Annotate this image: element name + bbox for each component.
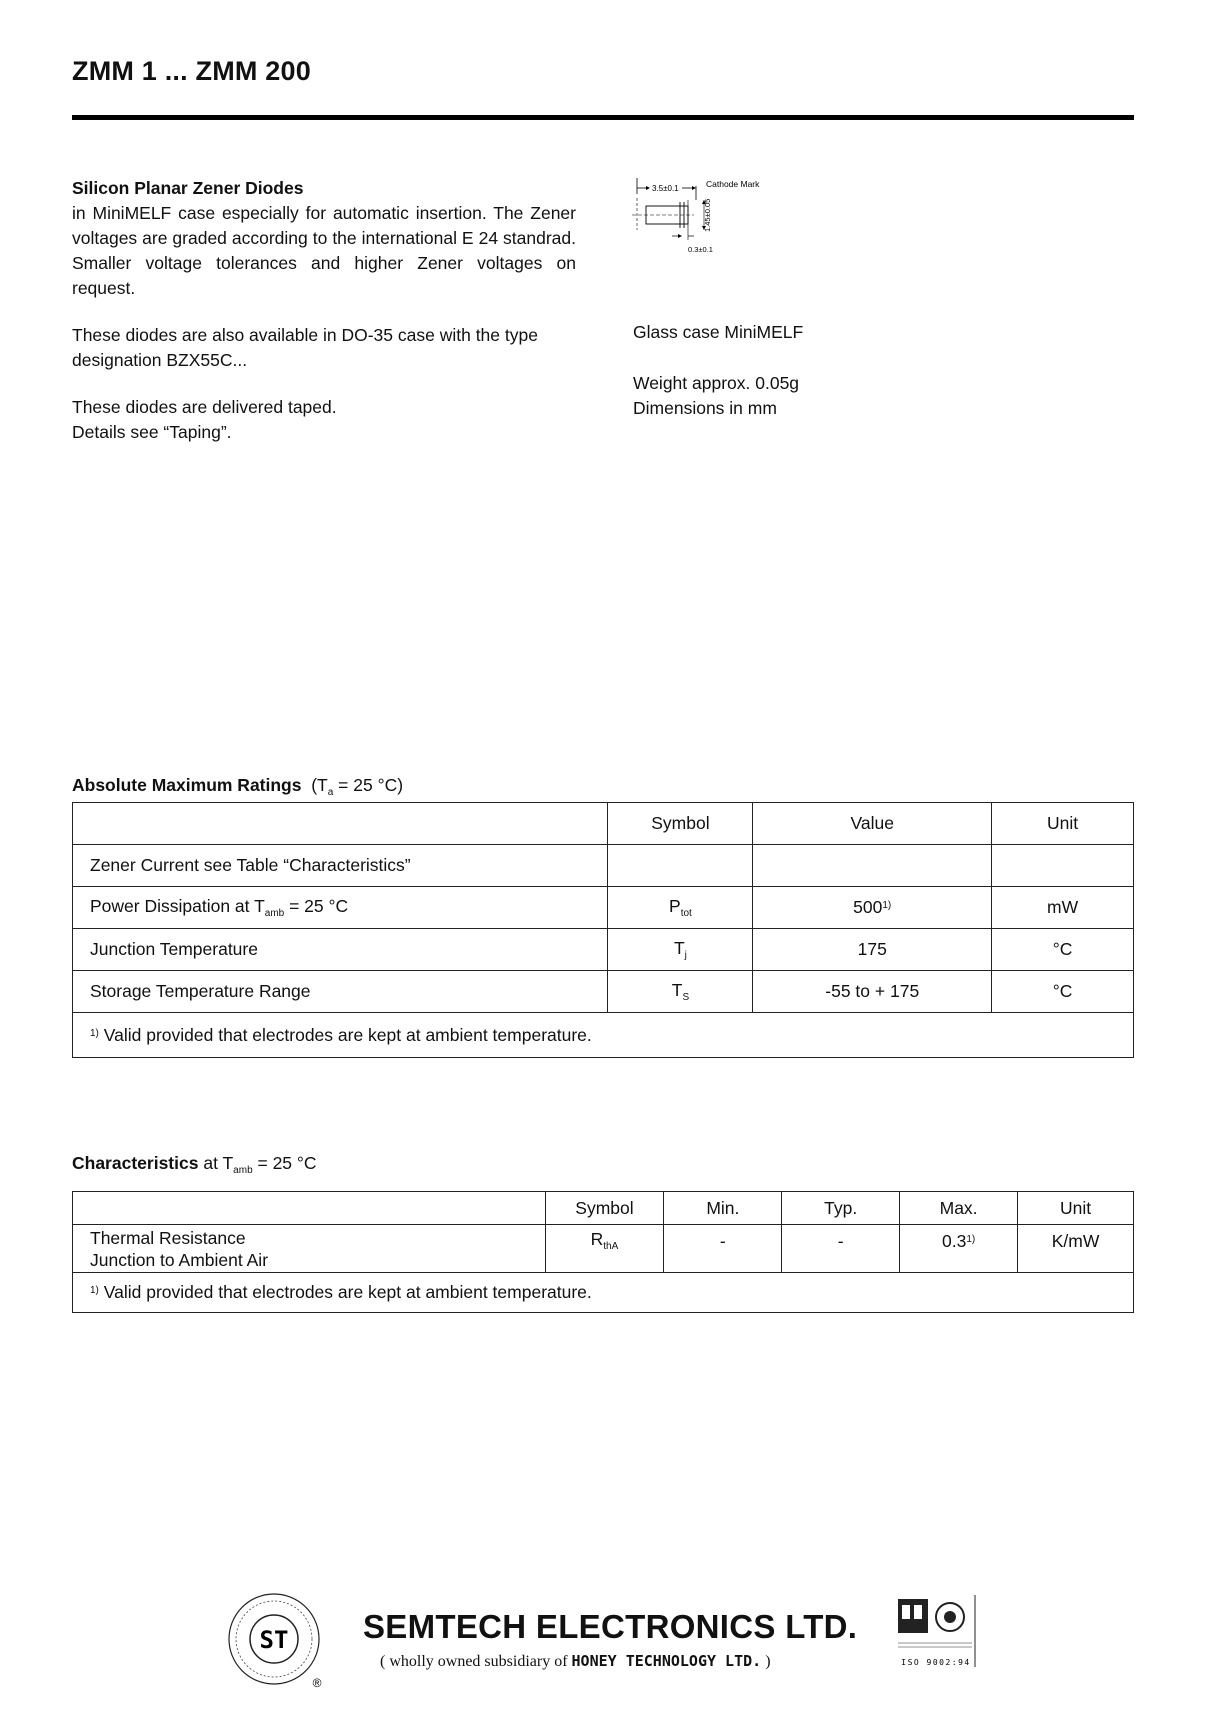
param-suffix: = 25 °C [284,896,349,916]
max-cell [900,1225,1018,1273]
value-cell [753,887,992,929]
ratings-cond-sub: a [327,787,334,798]
header-symbol: Symbol [545,1192,664,1225]
ratings-table [72,802,1134,1058]
footnote-cell [73,1273,1134,1313]
characteristics-cond-prefix: at T [198,1153,234,1173]
value-cell: 175 [753,929,992,971]
param-cell [73,1225,546,1273]
parent-company: HONEY TECHNOLOGY LTD. [571,1652,762,1670]
symbol-text: T [673,938,685,958]
dim-diameter-label: 1.45±0.05 [703,198,712,232]
semtech-logo [226,1591,324,1689]
symbol-text: P [669,896,681,916]
min-cell: - [664,1225,782,1273]
value-text: 500 [853,897,883,917]
table-row [73,971,1134,1013]
unit-cell: K/mW [1018,1225,1134,1273]
footnote-row [73,1013,1134,1058]
symbol-text: R [590,1229,604,1249]
footnote-mark: 1) [90,1285,99,1296]
characteristics-title [72,1153,317,1176]
param-line1: Thermal Resistance [90,1227,246,1248]
iso-certification-badge [896,1595,980,1685]
company-name: SEMTECH ELECTRONICS LTD. [363,1608,858,1645]
header-value: Value [753,803,992,845]
header-typ: Typ. [782,1192,900,1225]
unit-cell: mW [992,887,1134,929]
symbol-cell [608,971,753,1013]
symbol-cell [545,1225,664,1273]
param-cell: Junction Temperature [73,929,608,971]
unit-cell: °C [992,971,1134,1013]
characteristics-cond-suffix: = 25 °C [252,1153,317,1173]
param-cell: Zener Current see Table “Characteristics” [73,845,608,887]
description-para1: in MiniMELF case especially for automatic insertion. The Zener voltages are graded according to the international E 24 standrad. Smaller voltage tolerances and higher Zener voltages on request. [72,203,576,298]
description-heading: Silicon Planar Zener Diodes [72,178,304,198]
table-row [73,929,1134,971]
footnote-mark: 1) [90,1027,99,1039]
logo-mark-text: ST [259,1626,289,1654]
description-para2: These diodes are also available in DO-35 case with the type designation BZX55C... [72,325,538,370]
title-rule [72,115,1134,120]
characteristics-title-text: Characteristics [72,1153,199,1173]
ratings-cond-suffix: = 25 °C) [333,775,404,795]
symbol-sub: j [684,950,687,961]
symbol-text: T [671,980,683,1000]
table-row [73,887,1134,929]
description-para3-line2: Details see “Taping”. [72,422,232,442]
symbol-sub: tot [680,908,692,919]
footnote-text: Valid provided that electrodes are kept at ambient temperature. [98,1282,592,1302]
case-type: Glass case MiniMELF [633,322,804,342]
param-sub: amb [264,908,285,919]
param-text: Power Dissipation at T [90,896,265,916]
cathode-mark-label: Cathode Mark [706,179,760,189]
subsidiary-prefix: ( wholly owned subsidiary of [380,1653,572,1670]
ratings-cond-prefix: (T [311,775,328,795]
param-cell: Storage Temperature Range [73,971,608,1013]
value-cell: -55 to + 175 [753,971,992,1013]
footnote-row [73,1273,1134,1313]
header-unit: Unit [992,803,1134,845]
table-header-row [73,803,1134,845]
dimension-unit-note: Dimensions in mm [633,398,777,418]
footnote-cell [73,1013,1134,1058]
header-max: Max. [900,1192,1018,1225]
unit-cell: °C [992,929,1134,971]
param-cell [73,887,608,929]
page-title: ZMM 1 ... ZMM 200 [72,56,311,86]
iso-text: ISO 9002:94 [901,1658,971,1667]
symbol-cell [608,929,753,971]
table-row [73,845,1134,887]
param-line2: Junction to Ambient Air [90,1249,269,1270]
characteristics-cond-sub: amb [233,1165,253,1176]
package-dimension-diagram [632,172,792,272]
symbol-cell [608,887,753,929]
subsidiary-suffix: ) [761,1653,771,1670]
table-header-row [73,1192,1134,1225]
company-subsidiary-note [380,1652,771,1671]
ratings-title-text: Absolute Maximum Ratings [72,775,302,795]
value-footnote-ref: 1) [882,900,892,911]
registered-mark: ® [312,1676,322,1689]
symbol-sub: S [682,992,690,1003]
footnote-text: Valid provided that electrodes are kept at ambient temperature. [98,1024,592,1045]
weight-info: Weight approx. 0.05g [633,373,800,393]
description-block [72,176,576,445]
dim-length-label: 3.5±0.1 [652,184,679,193]
header-unit: Unit [1018,1192,1134,1225]
table-row [73,1225,1134,1273]
symbol-sub: thA [603,1241,619,1252]
typ-cell: - [782,1225,900,1273]
characteristics-table [72,1191,1134,1313]
description-para3-line1: These diodes are delivered taped. [72,397,337,417]
max-text: 0.3 [941,1231,967,1251]
header-min: Min. [664,1192,782,1225]
header-symbol: Symbol [608,803,753,845]
max-footnote-ref: 1) [966,1234,976,1245]
dim-band-label: 0.3±0.1 [688,245,713,254]
ratings-title [72,775,403,798]
